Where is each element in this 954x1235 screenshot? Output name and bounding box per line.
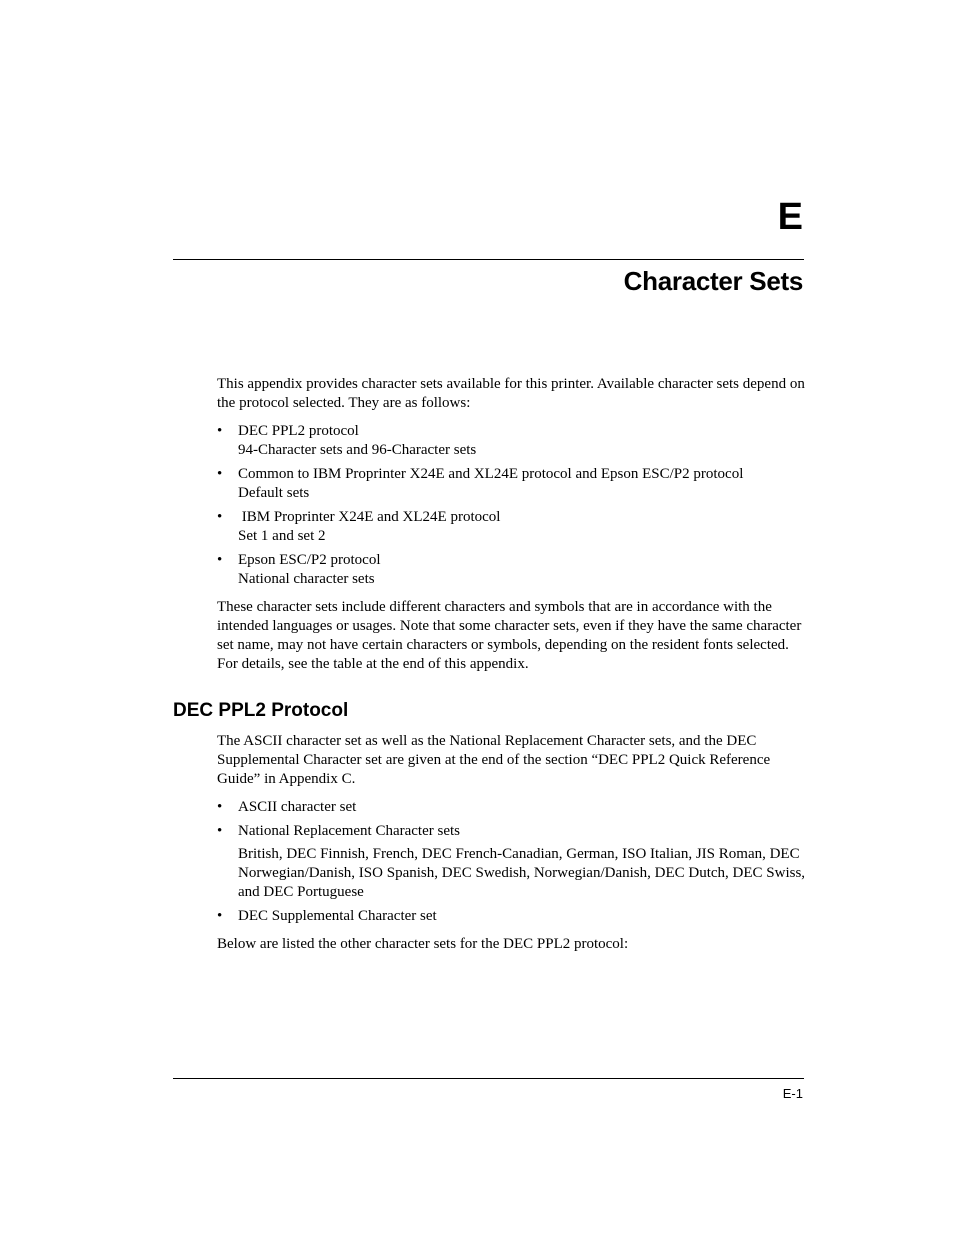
section-body <box>217 732 807 954</box>
bottom-divider <box>173 1078 804 1079</box>
protocol-list <box>217 422 807 589</box>
item-label: National Replacement Character sets <box>238 823 460 839</box>
protocol-name: Epson ESC/P2 protocol <box>238 552 381 568</box>
page-number: E-1 <box>782 1086 803 1101</box>
chapter-letter: E <box>777 196 803 238</box>
intro-block <box>217 375 807 674</box>
item-label: DEC Supplemental Character set <box>238 908 437 924</box>
bullet-icon: • <box>217 423 223 439</box>
bullet-icon: • <box>217 466 223 482</box>
bullet-icon: • <box>217 799 223 815</box>
list-item <box>217 822 807 902</box>
list-item <box>217 551 807 589</box>
bullet-icon: • <box>217 552 223 568</box>
character-set-list <box>217 798 807 926</box>
protocol-sets: Default sets <box>238 485 310 501</box>
protocol-sets: Set 1 and set 2 <box>238 528 326 544</box>
list-item <box>217 508 807 546</box>
list-item <box>217 422 807 460</box>
bullet-icon: • <box>217 908 223 924</box>
chapter-title: Character Sets <box>623 266 803 296</box>
item-label: ASCII character set <box>238 799 357 815</box>
list-item <box>217 907 807 926</box>
item-detail: British, DEC Finnish, French, DEC French-Canadian, German, ISO Italian, JIS Roman, DEC Norwegian/Danish, ISO Spanish, DEC Swedish, Norwegian/Danish, DEC Dutch, DEC Swiss, and DEC Portuguese <box>238 846 806 900</box>
protocol-name: Common to IBM Proprinter X24E and XL24E protocol and Epson ESC/P2 protocol <box>238 466 744 482</box>
protocol-sets: 94-Character sets and 96-Character sets <box>238 442 477 458</box>
bullet-icon: • <box>217 509 223 525</box>
section-heading: DEC PPL2 Protocol <box>173 700 349 721</box>
list-item <box>217 465 807 503</box>
bullet-icon: • <box>217 823 223 839</box>
section-closing: Below are listed the other character sets for the DEC PPL2 protocol: <box>217 936 629 952</box>
top-divider <box>173 259 804 260</box>
protocol-name: IBM Proprinter X24E and XL24E protocol <box>238 509 501 525</box>
protocol-name: DEC PPL2 protocol <box>238 423 359 439</box>
list-item <box>217 798 807 817</box>
section-intro: The ASCII character set as well as the National Replacement Character sets, and the DEC Supplemental Character set are given at the end of the section “DEC PPL2 Quick Reference Guide” in Appendix C. <box>217 733 771 787</box>
intro-paragraph: This appendix provides character sets available for this printer. Available character sets depend on the protocol selected. They are as follows: <box>217 376 805 411</box>
note-paragraph: These character sets include different characters and symbols that are in accordance with the intended languages or usages. Note that some character sets, even if they have the same character set name, may not have certain characters or symbols, depending on the resident fonts selected. For details, see the table at the end of this appendix. <box>217 599 802 672</box>
protocol-sets: National character sets <box>238 571 375 587</box>
